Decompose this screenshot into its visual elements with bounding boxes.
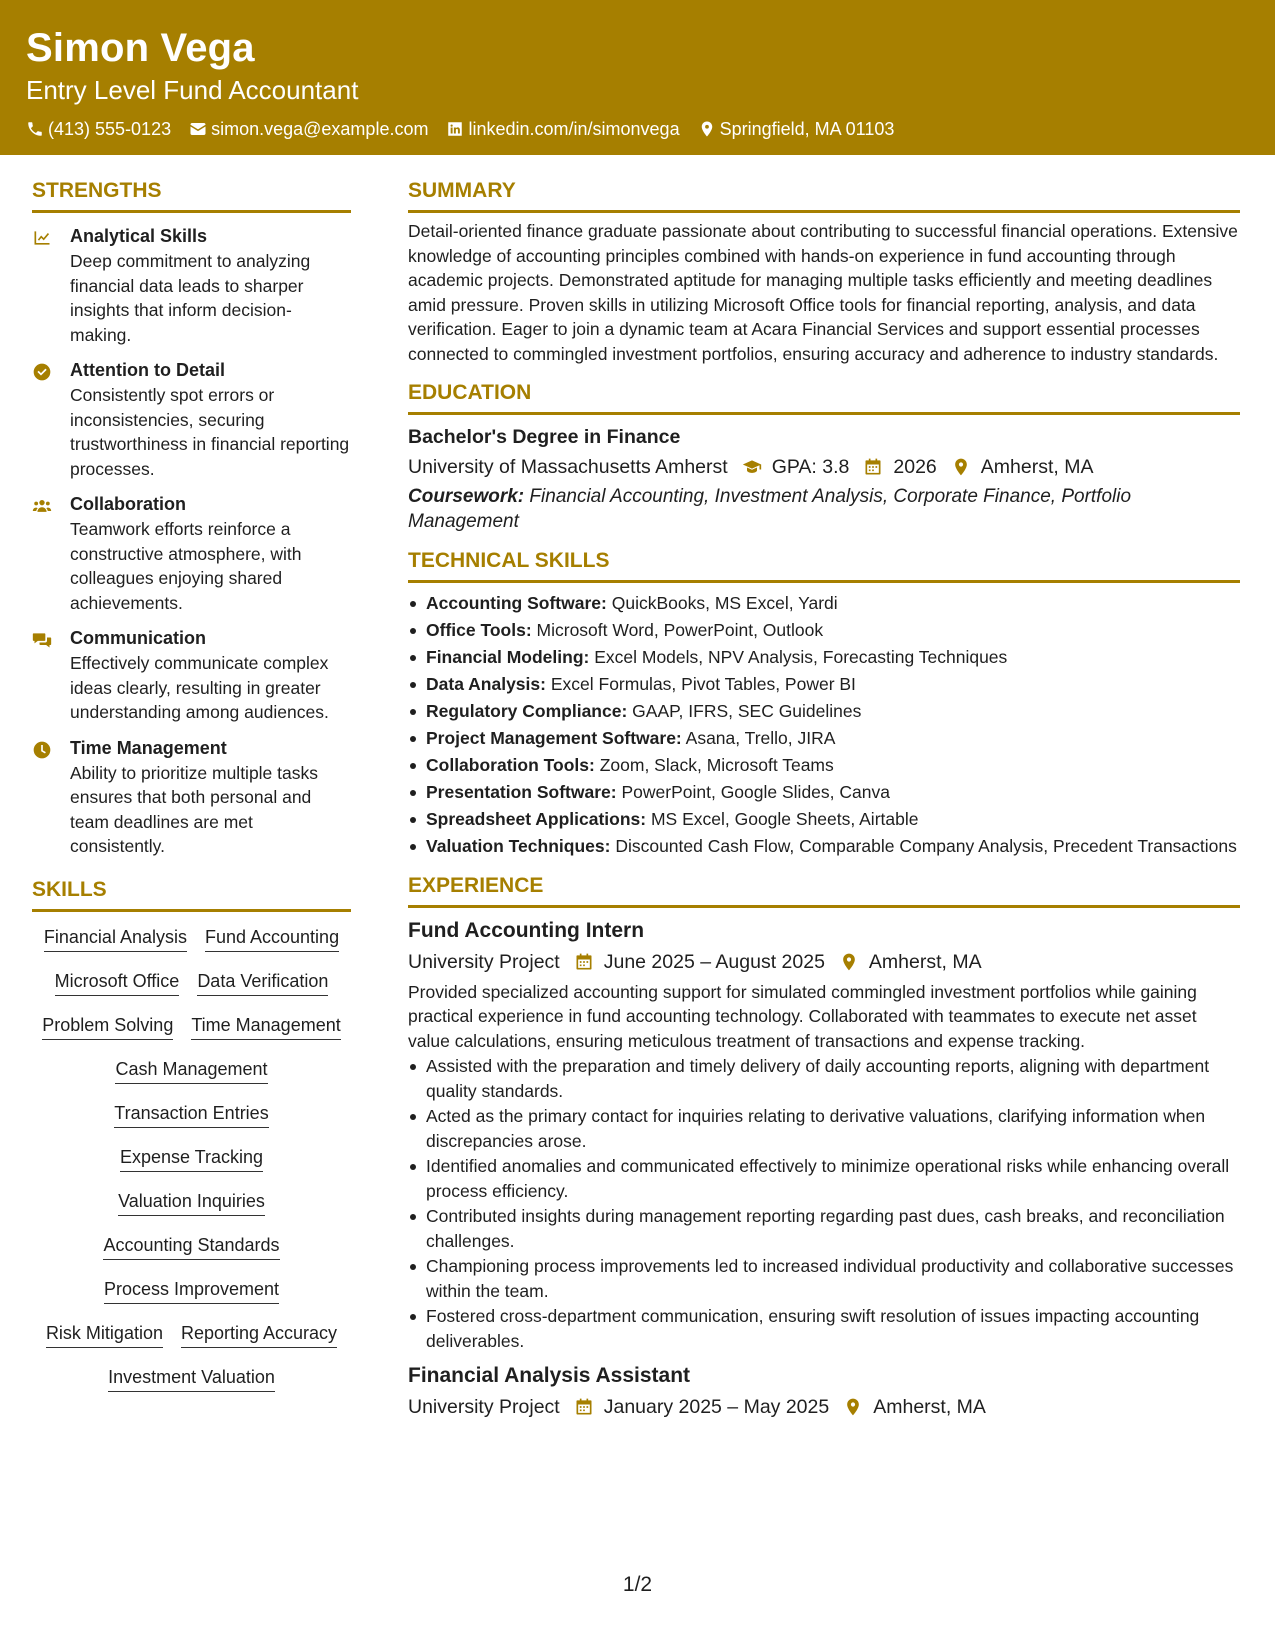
job-entry	[408, 918, 1240, 1354]
strengths-heading: STRENGTHS	[32, 178, 351, 213]
tech-skill-value: Excel Formulas, Pivot Tables, Power BI	[550, 674, 856, 694]
coursework-list: Financial Accounting, Investment Analysis, Corporate Finance, Portfolio Management	[408, 486, 1132, 532]
skill-tag: Microsoft Office	[55, 970, 180, 996]
tech-skill-value: Asana, Trello, JIRA	[685, 728, 836, 748]
list-item	[408, 726, 1240, 751]
contact-email[interactable]	[189, 118, 428, 140]
strength-item	[32, 225, 351, 347]
phone-icon	[26, 120, 44, 138]
strength-title: Collaboration	[70, 494, 186, 514]
strength-title: Communication	[70, 628, 207, 648]
tech-skill-value: PowerPoint, Google Slides, Canva	[621, 782, 890, 802]
education-meta	[408, 455, 1240, 479]
contact-linkedin[interactable]	[446, 118, 679, 140]
right-column	[408, 178, 1240, 1419]
experience-heading: EXPERIENCE	[408, 873, 1240, 908]
location-text: Springfield, MA 01103	[719, 119, 895, 139]
school-location: Amherst, MA	[980, 456, 1094, 478]
map-pin-icon	[839, 952, 859, 972]
tech-skill-label: Valuation Techniques:	[426, 836, 611, 856]
check-circle-icon	[32, 362, 52, 382]
skill-tag: Valuation Inquiries	[118, 1190, 265, 1216]
map-pin-icon	[698, 120, 716, 138]
job-title: Fund Accounting Intern	[408, 918, 645, 942]
technical-skills-list	[408, 591, 1240, 859]
skill-tag: Problem Solving	[42, 1014, 173, 1040]
graduation-year: 2026	[893, 456, 937, 478]
school-name: University of Massachusetts Amherst	[408, 456, 728, 478]
skill-tag: Financial Analysis	[44, 926, 187, 952]
phone-text: (413) 555-0123	[48, 119, 172, 139]
tech-skill-value: Excel Models, NPV Analysis, Forecasting Techniques	[594, 647, 1008, 667]
tech-skill-label: Regulatory Compliance:	[426, 701, 628, 721]
strength-description: Teamwork efforts reinforce a constructive atmosphere, with colleagues enjoying shared achievements.	[70, 519, 302, 613]
calendar-icon	[863, 457, 883, 477]
coursework-label: Coursework:	[408, 486, 525, 507]
tech-skill-label: Spreadsheet Applications:	[426, 809, 647, 829]
calendar-icon	[574, 952, 594, 972]
list-item	[408, 780, 1240, 805]
users-icon	[32, 496, 52, 516]
strength-title: Analytical Skills	[70, 226, 208, 246]
contact-phone	[26, 118, 171, 140]
resume-header	[0, 0, 1275, 155]
summary-text: Detail-oriented finance graduate passionate about contributing to successful financial operations. Extensive knowledge of accounting principles combined with hands-on experience in fund accounting through academic projects. Demonstrated aptitude for managing multiple tasks efficiently and meeting deadlines amid pressure. Proven skills in utilizing Microsoft Office tools for financial reporting, analysis, and data verification. Eager to join a dynamic team at Acara Financial Services and support essential processes connected to commingled investment portfolios, ensuring accuracy and adherence to industry standards.	[408, 221, 1238, 364]
strength-description: Deep commitment to analyzing financial data leads to sharper insights that inform decision-making.	[70, 251, 311, 345]
skill-tag: Process Improvement	[104, 1278, 279, 1304]
list-item: Acted as the primary contact for inquiries relating to derivative valuations, clarifying information when discrepancies arose.	[408, 1104, 1240, 1153]
job-description: Provided specialized accounting support for simulated commingled investment portfolios while gaining practical experience in fund accounting technology. Collaborated with teammates to execute net asset value calculations, ensuring meticulous treatment of transactions and expense tracking.	[408, 981, 1197, 1051]
strength-item	[32, 737, 351, 859]
summary-heading: SUMMARY	[408, 178, 1240, 213]
comments-icon	[32, 630, 52, 650]
strength-item	[32, 493, 351, 615]
job-meta	[408, 950, 1240, 974]
strength-description: Consistently spot errors or inconsistencies, securing trustworthiness in financial reporting processes.	[70, 385, 350, 479]
list-item	[408, 645, 1240, 670]
graduation-cap-icon	[742, 457, 762, 477]
strength-description: Ability to prioritize multiple tasks ensures that both personal and team deadlines are met consistently.	[70, 762, 318, 856]
linkedin-text[interactable]: linkedin.com/in/simonvega	[468, 119, 680, 139]
education-heading: EDUCATION	[408, 380, 1240, 415]
skill-tag: Expense Tracking	[120, 1146, 263, 1172]
list-item: Championing process improvements led to increased individual productivity and collaborative successes within the team.	[408, 1254, 1240, 1303]
skill-tag: Reporting Accuracy	[181, 1322, 337, 1348]
list-item: Identified anomalies and communicated effectively to minimize operational risks while enhancing overall process efficiency.	[408, 1154, 1240, 1203]
job-location: Amherst, MA	[873, 1396, 986, 1418]
tech-skill-value: QuickBooks, MS Excel, Yardi	[611, 593, 838, 613]
contact-bar	[26, 118, 1275, 140]
skill-tag: Cash Management	[115, 1058, 267, 1084]
skills-heading: SKILLS	[32, 877, 351, 912]
skill-tag: Accounting Standards	[103, 1234, 279, 1260]
list-item	[408, 699, 1240, 724]
tech-skill-label: Data Analysis:	[426, 674, 546, 694]
degree-title: Bachelor's Degree in Finance	[408, 426, 681, 448]
skill-tag: Investment Valuation	[108, 1366, 275, 1392]
tech-skill-value: Discounted Cash Flow, Comparable Company Analysis, Precedent Transactions	[615, 836, 1237, 856]
skill-tag: Transaction Entries	[114, 1102, 268, 1128]
list-item	[408, 753, 1240, 778]
job-dates: January 2025 – May 2025	[603, 1396, 830, 1418]
strength-title: Attention to Detail	[70, 360, 225, 380]
linkedin-icon	[446, 120, 464, 138]
tech-skill-label: Financial Modeling:	[426, 647, 590, 667]
list-item: Fostered cross-department communication, ensuring swift resolution of issues impacting accounting deliverables.	[408, 1304, 1240, 1353]
strength-item	[32, 627, 351, 725]
tech-skill-label: Project Management Software:	[426, 728, 682, 748]
tech-skill-label: Presentation Software:	[426, 782, 617, 802]
candidate-name: Simon Vega	[26, 26, 255, 70]
tech-skill-label: Accounting Software:	[426, 593, 607, 613]
job-bullets	[408, 1054, 1240, 1353]
calendar-icon	[574, 1397, 594, 1417]
coursework	[408, 485, 1240, 534]
job-meta	[408, 1395, 1240, 1419]
tech-skill-value: MS Excel, Google Sheets, Airtable	[650, 809, 919, 829]
tech-skill-label: Office Tools:	[426, 620, 532, 640]
job-entry	[408, 1363, 1240, 1419]
map-pin-icon	[951, 457, 971, 477]
job-location: Amherst, MA	[868, 950, 982, 973]
job-dates: June 2025 – August 2025	[603, 950, 825, 973]
list-item: Contributed insights during management reporting regarding past dues, cash breaks, and reconciliation challenges.	[408, 1204, 1240, 1253]
list-item	[408, 672, 1240, 697]
email-text[interactable]: simon.vega@example.com	[211, 119, 429, 139]
job-title: Financial Analysis Assistant	[408, 1364, 691, 1387]
strength-title: Time Management	[70, 737, 227, 758]
list-item	[408, 591, 1240, 616]
skill-tag: Data Verification	[197, 970, 328, 996]
job-organization: University Project	[408, 1396, 560, 1418]
gpa-text: GPA: 3.8	[771, 456, 850, 478]
job-title-headline: Entry Level Fund Accountant	[26, 75, 359, 105]
strength-description: Effectively communicate complex ideas clearly, resulting in greater understanding among audiences.	[70, 653, 329, 722]
clock-icon	[32, 740, 52, 760]
contact-location	[698, 118, 895, 140]
tech-skill-label: Collaboration Tools:	[426, 755, 595, 775]
skill-tag: Fund Accounting	[205, 926, 339, 952]
tech-skill-value: Zoom, Slack, Microsoft Teams	[599, 755, 834, 775]
skills-list	[32, 926, 351, 1410]
job-organization: University Project	[408, 950, 560, 973]
technical-skills-heading: TECHNICAL SKILLS	[408, 548, 1240, 583]
list-item	[408, 834, 1240, 859]
list-item	[408, 807, 1240, 832]
list-item	[408, 618, 1240, 643]
chart-line-icon	[32, 228, 52, 248]
map-pin-icon	[843, 1397, 863, 1417]
envelope-icon	[189, 120, 207, 138]
strength-item	[32, 359, 351, 481]
skill-tag: Risk Mitigation	[46, 1322, 163, 1348]
skill-tag: Time Management	[191, 1014, 340, 1040]
tech-skill-value: GAAP, IFRS, SEC Guidelines	[632, 701, 862, 721]
tech-skill-value: Microsoft Word, PowerPoint, Outlook	[536, 620, 824, 640]
list-item: Assisted with the preparation and timely delivery of daily accounting reports, aligning with department quality standards.	[408, 1054, 1240, 1103]
page-number: 1/2	[622, 1573, 653, 1596]
left-column	[32, 178, 351, 1410]
